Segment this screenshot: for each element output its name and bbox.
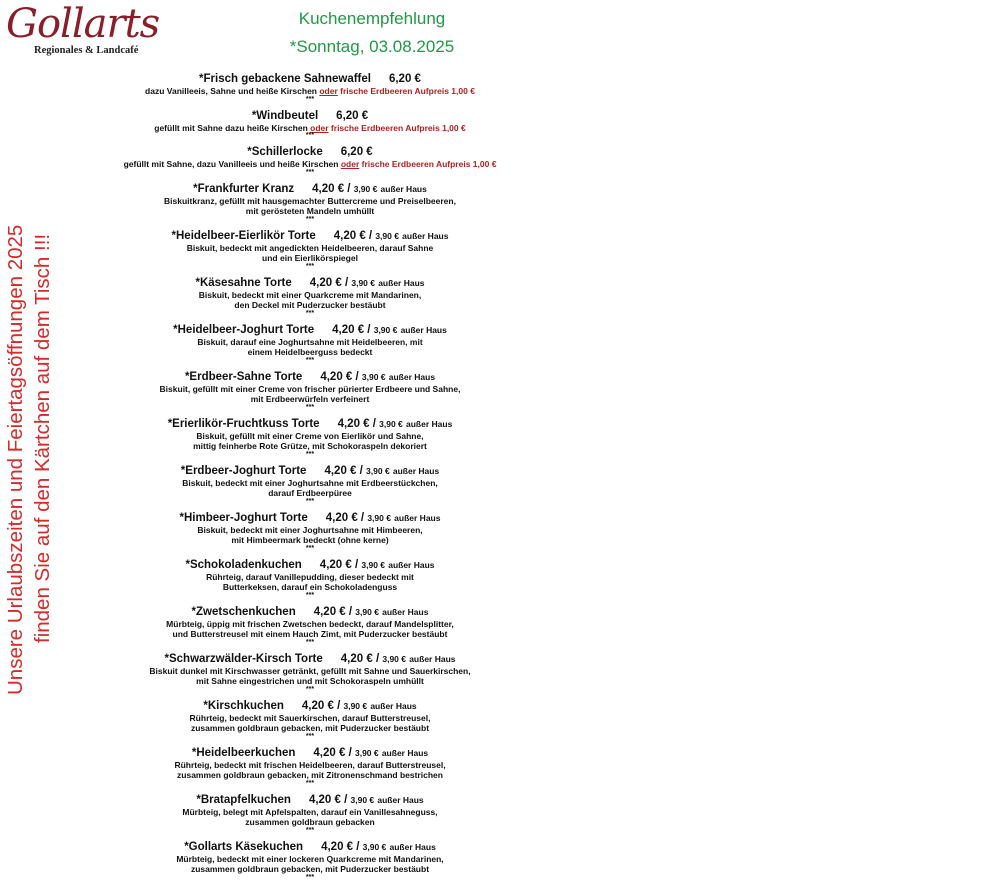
item-price: 4,20 € / (319, 558, 359, 571)
item-desc-oder: oder (310, 122, 329, 133)
item-description-line-1: Rührteig, darauf Vanillepudding, dieser bedeckt mit (206, 571, 414, 582)
item-description-line-1: Mürbteig, bedeckt mit einer lockeren Quarkcreme mit Mandarinen, (176, 853, 444, 864)
item-away-price: 3,90 € (343, 700, 368, 711)
item-desc-extra: frische Erdbeeren Aufpreis 1,00 € (337, 86, 475, 96)
item-name: *Erdbeer-Joghurt Torte (180, 464, 307, 477)
menu-item (0, 370, 620, 411)
item-description-line-2: mit Erdbeerwürfeln verfeinert (250, 394, 370, 404)
item-description-line-1: Biskuit, bedeckt mit einer Quarkcreme mit Mandarinen, (198, 289, 422, 300)
item-description-line-2: zusammen goldbraun gebacken (245, 817, 375, 827)
item-away-price: 3,90 € (350, 794, 375, 805)
item-heading (0, 109, 620, 123)
menu-item (0, 605, 620, 646)
item-away-label: außer Haus (381, 747, 429, 758)
item-description-line-2: Butterkeksen, darauf ein Schokoladenguss (222, 582, 398, 592)
item-away-price: 3,90 € (373, 324, 398, 335)
cake-menu (0, 72, 620, 887)
item-away-label: außer Haus (380, 183, 427, 194)
menu-item (0, 464, 620, 505)
item-price: 4,20 € / (312, 182, 351, 195)
item-description-line-2: darauf Erdbeerpüree (268, 488, 352, 498)
item-away-label: außer Haus (406, 418, 453, 429)
item-away-price: 3,90 € (375, 230, 399, 241)
page-title: Kuchenempfehlung (298, 9, 446, 28)
item-price: 6,20 € (388, 73, 421, 85)
item-away-label: außer Haus (409, 653, 456, 664)
item-separator: *** (305, 450, 315, 458)
item-name: *Heidelbeerkuchen (191, 746, 296, 759)
item-description-line-2: mit gerösteten Mandeln umhüllt (245, 206, 375, 216)
item-name: *Windbeutel (251, 109, 319, 122)
item-away-label: außer Haus (378, 277, 425, 288)
item-price: 6,20 € (336, 109, 369, 122)
item-separator: *** (305, 638, 315, 646)
logo-subtitle: Regionales & Landcafé (34, 45, 139, 56)
item-description (0, 86, 620, 97)
item-away-price: 3,90 € (366, 465, 390, 476)
item-away-price: 3,90 € (351, 277, 375, 288)
item-description-line-2: zusammen goldbraun gebacken, mit Zitronenschmand bestrichen (177, 770, 443, 780)
item-away-label: außer Haus (388, 559, 435, 570)
item-description (0, 159, 620, 170)
item-price: 4,20 € / (313, 605, 353, 618)
item-away-label: außer Haus (382, 606, 429, 617)
side-note-line-1: Unsere Urlaubszeiten und Feiertagsöffnungen 2025 (4, 224, 27, 695)
item-name: *Käsesahne Torte (195, 276, 292, 289)
item-separator: *** (305, 262, 315, 270)
item-separator: *** (305, 356, 315, 364)
item-away-label: außer Haus (400, 324, 447, 335)
item-name: *Schwarzwälder-Kirsch Torte (164, 652, 323, 665)
item-description-line-2: zusammen goldbraun gebacken, mit Puderzucker bestäubt (190, 864, 430, 874)
item-description-line-1: Biskuit, bedeckt mit einer Joghurtsahne mit Himbeeren, (197, 524, 423, 535)
item-heading (0, 840, 620, 854)
item-name: *Himbeer-Joghurt Torte (179, 511, 308, 524)
menu-item (0, 840, 620, 881)
item-name: *Frankfurter Kranz (193, 182, 295, 195)
item-price: 4,20 € / (320, 370, 359, 383)
item-price: 4,20 € / (340, 652, 380, 665)
item-heading (0, 323, 620, 337)
item-description-line-2: mit Sahne eingestrichen und mit Schokoraspeln umhüllt (196, 676, 424, 686)
item-name: *Bratapfelkuchen (196, 793, 291, 806)
item-name: *Schillerlocke (247, 146, 323, 158)
item-separator: *** (305, 591, 315, 599)
menu-item (0, 699, 620, 740)
item-name: *Heidelbeer-Joghurt Torte (173, 323, 315, 336)
item-heading (0, 558, 620, 572)
item-away-price: 3,90 € (355, 606, 379, 617)
item-away-label: außer Haus (392, 465, 440, 476)
item-description-line-2: zusammen goldbraun gebacken, mit Puderzucker bestäubt (190, 723, 430, 733)
item-heading (0, 605, 620, 619)
item-away-price: 3,90 € (362, 841, 387, 852)
item-description-line-1: Biskuitkranz, gefüllt mit hausgemachter Buttercreme und Preiselbeeren, (164, 195, 456, 206)
item-separator: *** (305, 685, 315, 693)
menu-item (0, 558, 620, 599)
item-desc-oder: oder (319, 86, 338, 96)
item-price: 4,20 € / (309, 276, 349, 289)
item-separator: *** (305, 873, 315, 881)
item-name: *Kirschkuchen (203, 699, 284, 712)
item-price: 6,20 € (340, 146, 373, 158)
item-description-line-1: Biskuit, gefüllt mit einer Creme von frischer pürierter Erdbeere und Sahne, (159, 383, 461, 394)
menu-item (0, 417, 620, 458)
item-description-line-2: mittig feinherbe Rote Grütze, mit Schokoraspeln dekoriert (193, 441, 427, 451)
item-heading (0, 417, 620, 431)
item-heading (0, 276, 620, 290)
menu-item (0, 276, 620, 317)
item-heading (0, 793, 620, 807)
item-name: *Heidelbeer-Eierlikör Torte (171, 229, 316, 242)
item-name: *Frisch gebackene Sahnewaffel (199, 73, 371, 85)
item-away-label: außer Haus (388, 371, 436, 382)
item-description-line-2: den Deckel mit Puderzucker bestäubt (234, 300, 386, 310)
item-separator: *** (305, 403, 315, 411)
item-desc-part: dazu Vanilleeis, Sahne und heiße Kirschen (145, 86, 320, 96)
item-heading (0, 746, 620, 760)
item-away-price: 3,90 € (354, 747, 379, 758)
item-price: 4,20 € / (324, 464, 363, 477)
item-description-line-1: Biskuit, gefüllt mit einer Creme von Eierlikör und Sahne, (196, 430, 424, 441)
item-price: 4,20 € / (321, 840, 360, 853)
item-separator: *** (305, 95, 315, 103)
item-desc-extra: frische Erdbeeren Aufpreis 1,00 € (328, 122, 466, 133)
menu-item (0, 511, 620, 552)
menu-item (0, 145, 620, 176)
item-heading (0, 699, 620, 713)
item-separator: *** (305, 168, 315, 176)
page-date: *Sonntag, 03.08.2025 (289, 37, 455, 56)
item-heading (0, 145, 620, 159)
item-price: 4,20 € / (308, 793, 348, 806)
item-price: 4,20 € / (301, 699, 341, 712)
item-price: 4,20 € / (333, 229, 373, 242)
item-heading (0, 511, 620, 525)
menu-item (0, 793, 620, 834)
item-description-line-1: Rührteig, bedeckt mit frischen Heidelbeeren, darauf Butterstreusel, (174, 759, 446, 770)
item-heading (0, 182, 620, 196)
item-away-label: außer Haus (394, 512, 441, 523)
item-away-label: außer Haus (370, 700, 417, 711)
item-separator: *** (305, 732, 315, 740)
item-heading (0, 464, 620, 478)
item-away-price: 3,90 € (361, 371, 386, 382)
item-desc-part: gefüllt mit Sahne dazu heiße Kirschen (154, 122, 311, 133)
item-description-line-1: Mürbteig, üppig mit frischen Zwetschen bedeckt, darauf Mandelsplitter, (166, 618, 454, 629)
item-away-price: 3,90 € (367, 512, 391, 523)
side-note-line-2: finden Sie auf den Kärtchen auf dem Tisch !!! (31, 233, 54, 643)
item-away-price: 3,90 € (353, 183, 378, 194)
logo-name: Gollarts (6, 1, 160, 47)
item-separator: *** (305, 132, 315, 139)
item-separator: *** (305, 826, 315, 834)
menu-item (0, 182, 620, 223)
item-desc-part: gefüllt mit Sahne, dazu Vanilleeis und heiße Kirschen (123, 159, 341, 169)
menu-item (0, 109, 620, 140)
item-away-label: außer Haus (377, 794, 424, 805)
item-name: *Erdbeer-Sahne Torte (184, 370, 303, 383)
item-description-line-2: einem Heidelbeerguss bedeckt (247, 347, 373, 357)
item-separator: *** (305, 497, 315, 505)
menu-item (0, 229, 620, 270)
item-heading (0, 370, 620, 384)
item-description-line-1: Mürbteig, belegt mit Apfelspalten, darauf ein Vanillesahneguss, (182, 806, 438, 817)
item-desc-oder: oder (340, 159, 360, 169)
item-away-label: außer Haus (389, 841, 436, 852)
item-heading (0, 652, 620, 666)
item-away-price: 3,90 € (361, 559, 386, 570)
item-away-label: außer Haus (402, 230, 449, 241)
item-separator: *** (305, 544, 315, 552)
item-description-line-1: Rührteig, bedeckt mit Sauerkirschen, darauf Butterstreusel, (189, 712, 431, 723)
item-description-line-2: und ein Eierlikörspiegel (262, 253, 358, 263)
item-price: 4,20 € / (337, 417, 376, 430)
item-price: 4,20 € / (313, 746, 352, 759)
menu-item (0, 323, 620, 364)
item-heading (0, 229, 620, 243)
menu-item (0, 652, 620, 693)
item-away-price: 3,90 € (382, 653, 406, 664)
item-description-line-2: und Butterstreusel mit einem Hauch Zimt, mit Puderzucker bestäubt (172, 629, 448, 639)
item-description-line-1: Biskuit, bedeckt mit einer Joghurtsahne mit Erdbeerstückchen, (182, 477, 438, 488)
item-desc-extra: frische Erdbeeren Aufpreis 1,00 € (359, 159, 497, 169)
item-description-line-2: mit Himbeermark bedeckt (ohne kerne) (231, 535, 389, 545)
item-description-line-1: Biskuit dunkel mit Kirschwasser getränkt, gefüllt mit Sahne und Sauerkirschen, (149, 665, 471, 676)
item-separator: *** (305, 779, 315, 787)
item-price: 4,20 € / (325, 511, 365, 524)
item-description-line-1: Biskuit, bedeckt mit angedickten Heidelbeeren, darauf Sahne (186, 242, 434, 253)
item-description-line-1: Biskuit, darauf eine Joghurtsahne mit Heidelbeeren, mit (197, 336, 423, 347)
menu-item (0, 746, 620, 787)
item-name: *Erierlikör-Fruchtkuss Torte (167, 417, 320, 430)
item-heading (0, 72, 620, 86)
item-away-price: 3,90 € (379, 418, 403, 429)
item-price: 4,20 € / (332, 323, 371, 336)
item-separator: *** (305, 215, 315, 223)
menu-item (0, 72, 620, 103)
item-name: *Gollarts Käsekuchen (184, 840, 304, 853)
item-name: *Zwetschenkuchen (191, 605, 296, 618)
item-separator: *** (305, 309, 315, 317)
item-name: *Schokoladenkuchen (185, 558, 302, 571)
